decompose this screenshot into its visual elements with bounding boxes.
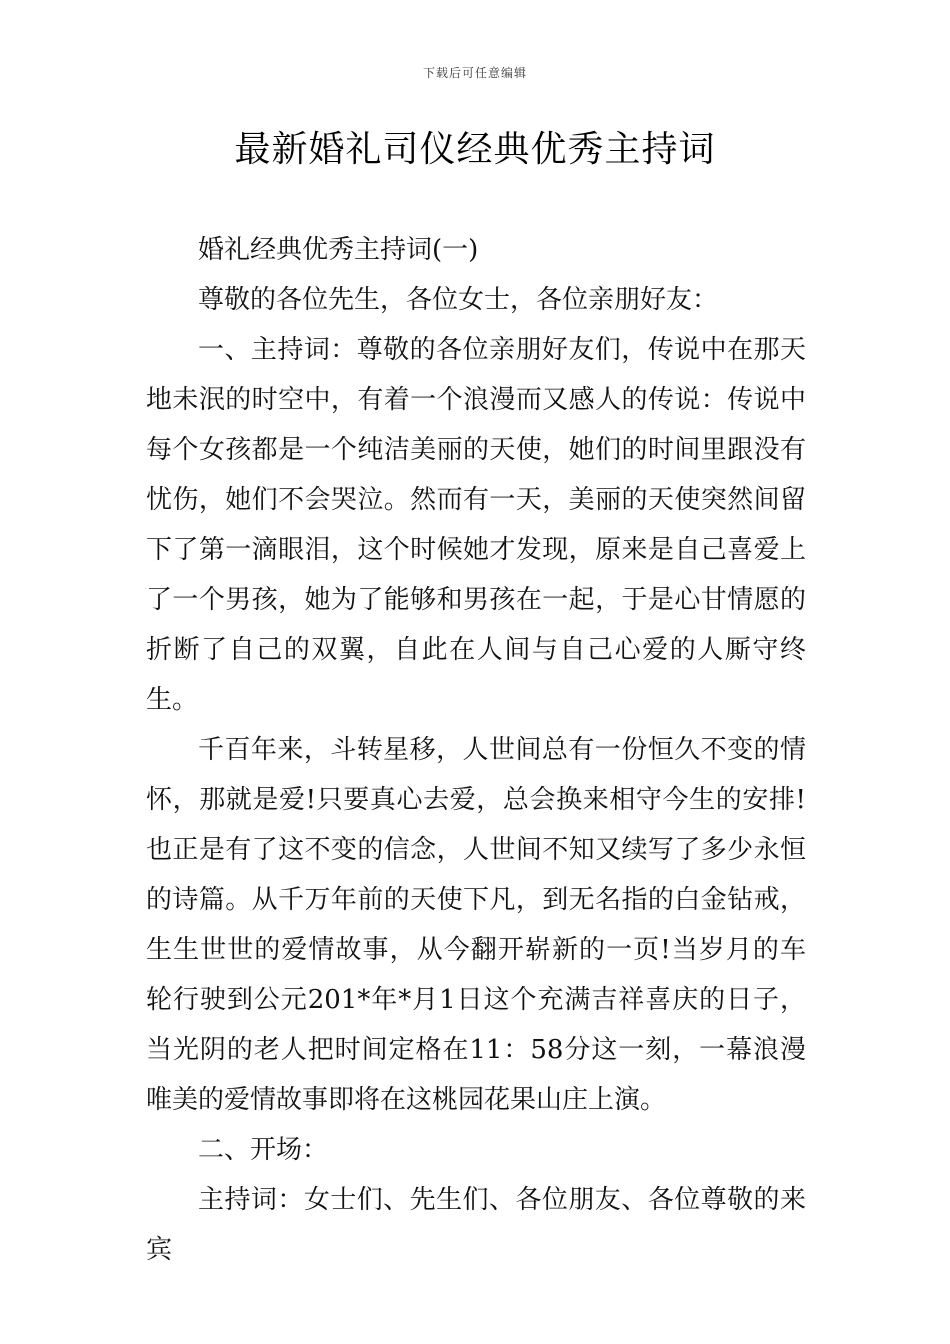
paragraph-opening-heading: 二、开场： <box>198 1135 329 1165</box>
document-title: 最新婚礼司仪经典优秀主持词 <box>234 129 716 170</box>
header-note: 下载后可任意编辑 <box>422 66 527 80</box>
paragraph-salutation: 尊敬的各位先生，各位女士，各位亲朋好友： <box>198 285 719 315</box>
document-body <box>146 225 806 1275</box>
paragraph-section-heading: 婚礼经典优秀主持词(一) <box>198 235 479 265</box>
paragraph-love-story: 千百年来，斗转星移，人世间总有一份恒久不变的情怀，那就是爱!只要真心去爱，总会换来相守今生的安排!也正是有了这不变的信念，人世间不知又续写了多少永恒的诗篇。从千万年前的天使下凡，到无名指的白金钻戒，生生世世的爱情故事，从今翻开崭新的一页!当岁月的车轮行驶到公元201*年*月1日这个充满吉祥喜庆的日子，当光阴的老人把时间定格在11：58分这一刻，一幕浪漫唯美的爱情故事即将在这桃园花果山庄上演。 <box>146 735 806 1115</box>
paragraph-host-intro: 一、主持词：尊敬的各位亲朋好友们，传说中在那天地未泯的时空中，有着一个浪漫而又感人的传说：传说中每个女孩都是一个纯洁美丽的天使，她们的时间里跟没有忧伤，她们不会哭泣。然而有一天，美丽的天使突然间留下了第一滴眼泪，这个时候她才发现，原来是自己喜爱上了一个男孩，她为了能够和男孩在一起，于是心甘情愿的折断了自己的双翼，自此在人间与自己心爱的人厮守终生。 <box>146 335 806 715</box>
paragraph-opening-host: 主持词：女士们、先生们、各位朋友、各位尊敬的来宾 <box>146 1185 806 1265</box>
